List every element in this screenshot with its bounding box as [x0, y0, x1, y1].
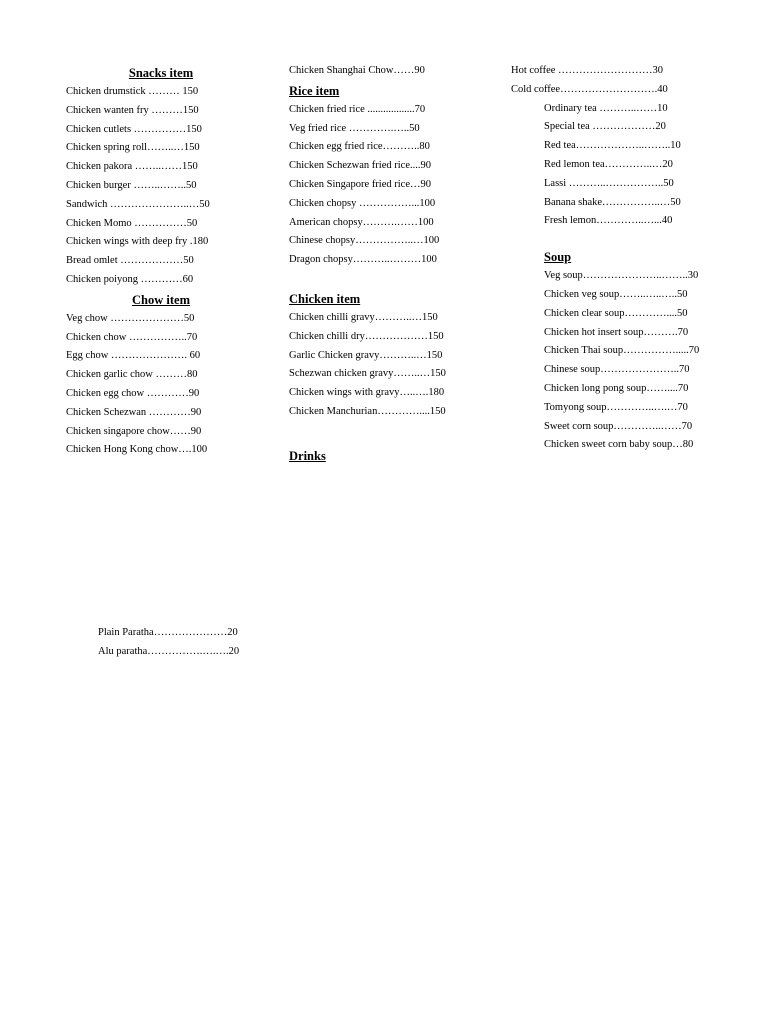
menu-item: Schezwan chicken gravy……..…150 [289, 368, 446, 380]
menu-item: Veg fried rice ………….…..50 [289, 122, 420, 134]
drinks-list [511, 100, 741, 232]
menu-item: Ordinary tea ………..……10 [544, 102, 668, 114]
menu-item: Fresh lemon…………..…...40 [544, 215, 673, 227]
menu-item: Chicken Schezwan fried rice....90 [289, 160, 431, 172]
menu-item: Sandwich …………………..…50 [66, 198, 210, 210]
menu-item: Chicken clear soup…………....50 [544, 307, 688, 319]
drinks-heading: Drinks [289, 448, 326, 463]
rice-heading: Rice item [289, 83, 340, 98]
menu-item: Chicken wings with deep fry .180 [66, 236, 209, 248]
menu-item: Tomyong soup…………..….…70 [544, 401, 688, 413]
menu-item: Dragon chopsy………..………100 [289, 254, 437, 266]
menu-item: Chicken fried rice ..................70 [289, 103, 426, 115]
menu-item: Chinese soup…………………..70 [544, 364, 690, 376]
menu-item: Chicken hot insert soup……….70 [544, 326, 689, 338]
menu-item: Chicken pakora ……..……150 [66, 161, 198, 173]
chicken-list [289, 309, 489, 422]
menu-item: Chicken egg fried rice………..80 [289, 141, 430, 153]
menu-item: Banana shake……………..…50 [544, 196, 681, 208]
column-snacks-chow [66, 63, 256, 460]
paratha-list [98, 624, 298, 662]
menu-item: American chopsy……….……100 [289, 216, 434, 228]
menu-item: Chicken Manchurian…………....150 [289, 405, 446, 417]
soup-heading: Soup [544, 250, 572, 265]
menu-item: Lassi ………..……………..50 [544, 177, 674, 189]
column-rice-chicken [289, 62, 489, 466]
menu-item: Chicken wings with gravy…..….180 [289, 387, 445, 399]
menu-item: Veg soup…………………..……..30 [544, 270, 699, 282]
menu-item: Garlic Chicken gravy………..…150 [289, 349, 443, 361]
menu-item: Red lemon tea…………..…20 [544, 158, 673, 170]
menu-item: Veg chow …………………50 [66, 312, 195, 324]
menu-item: Chicken egg chow …………90 [66, 387, 200, 399]
menu-item: Chicken poiyong …………60 [66, 273, 194, 285]
menu-item: Chicken cutlets ……………150 [66, 123, 202, 135]
menu-item: Chinese chopsy……………..…100 [289, 235, 440, 247]
chow-list [66, 310, 256, 460]
menu-item: Chicken chilli gravy………..…150 [289, 311, 438, 323]
menu-item: Chicken veg soup……..…..…..50 [544, 288, 688, 300]
menu-item: Chicken Momo ……………50 [66, 217, 198, 229]
menu-item: Chicken garlic chow ………80 [66, 369, 198, 381]
soup-list [511, 267, 741, 455]
menu-item: Cold coffee……………………….40 [511, 83, 668, 95]
menu-item: Chicken Hong Kong chow….100 [66, 444, 208, 456]
menu-item: Special tea ………………20 [544, 121, 666, 133]
menu-item: Chicken Thai soup…………….....70 [544, 345, 700, 357]
snacks-heading: Snacks item [128, 66, 194, 80]
menu-item: Chicken burger ……..……..50 [66, 179, 197, 191]
menu-item: Chicken drumstick ……… 150 [66, 86, 199, 97]
menu-item: Bread omlet ………………50 [66, 255, 194, 267]
rice-list [289, 101, 489, 270]
menu-item: Sweet corn soup…………..……70 [544, 420, 693, 432]
menu-item: Chicken Singapore fried rice…90 [289, 178, 431, 190]
menu-item: Plain Paratha…………………20 [98, 627, 238, 638]
menu-item: Chicken singapore chow……90 [66, 425, 202, 437]
coffee-list [511, 62, 741, 100]
menu-item: Hot coffee ………………………30 [511, 65, 664, 76]
menu-item: Chicken wanten fry ………150 [66, 104, 199, 116]
column-drinks-soup [511, 62, 741, 455]
menu-item: Alu paratha…………….….….20 [98, 645, 240, 657]
menu-item: Chicken spring roll……..…150 [66, 142, 200, 154]
shanghai-chow-item: Chicken Shanghai Chow……90 [289, 65, 425, 76]
chicken-heading: Chicken item [289, 291, 361, 306]
menu-item: Chicken long pong soup……....70 [544, 382, 689, 394]
menu-item: Chicken sweet corn baby soup…80 [544, 439, 694, 451]
snacks-list [66, 83, 256, 290]
menu-item: Chicken chopsy ……………...100 [289, 197, 436, 209]
menu-item: Chicken chilli dry………………150 [289, 330, 444, 342]
menu-item: Chicken Schezwan …………90 [66, 406, 202, 418]
menu-item: Chicken chow ……………..70 [66, 331, 198, 343]
chow-heading: Chow item [132, 292, 190, 307]
menu-item: Red tea………………..……..10 [544, 140, 681, 152]
menu-item: Egg chow …………………. 60 [66, 350, 201, 362]
